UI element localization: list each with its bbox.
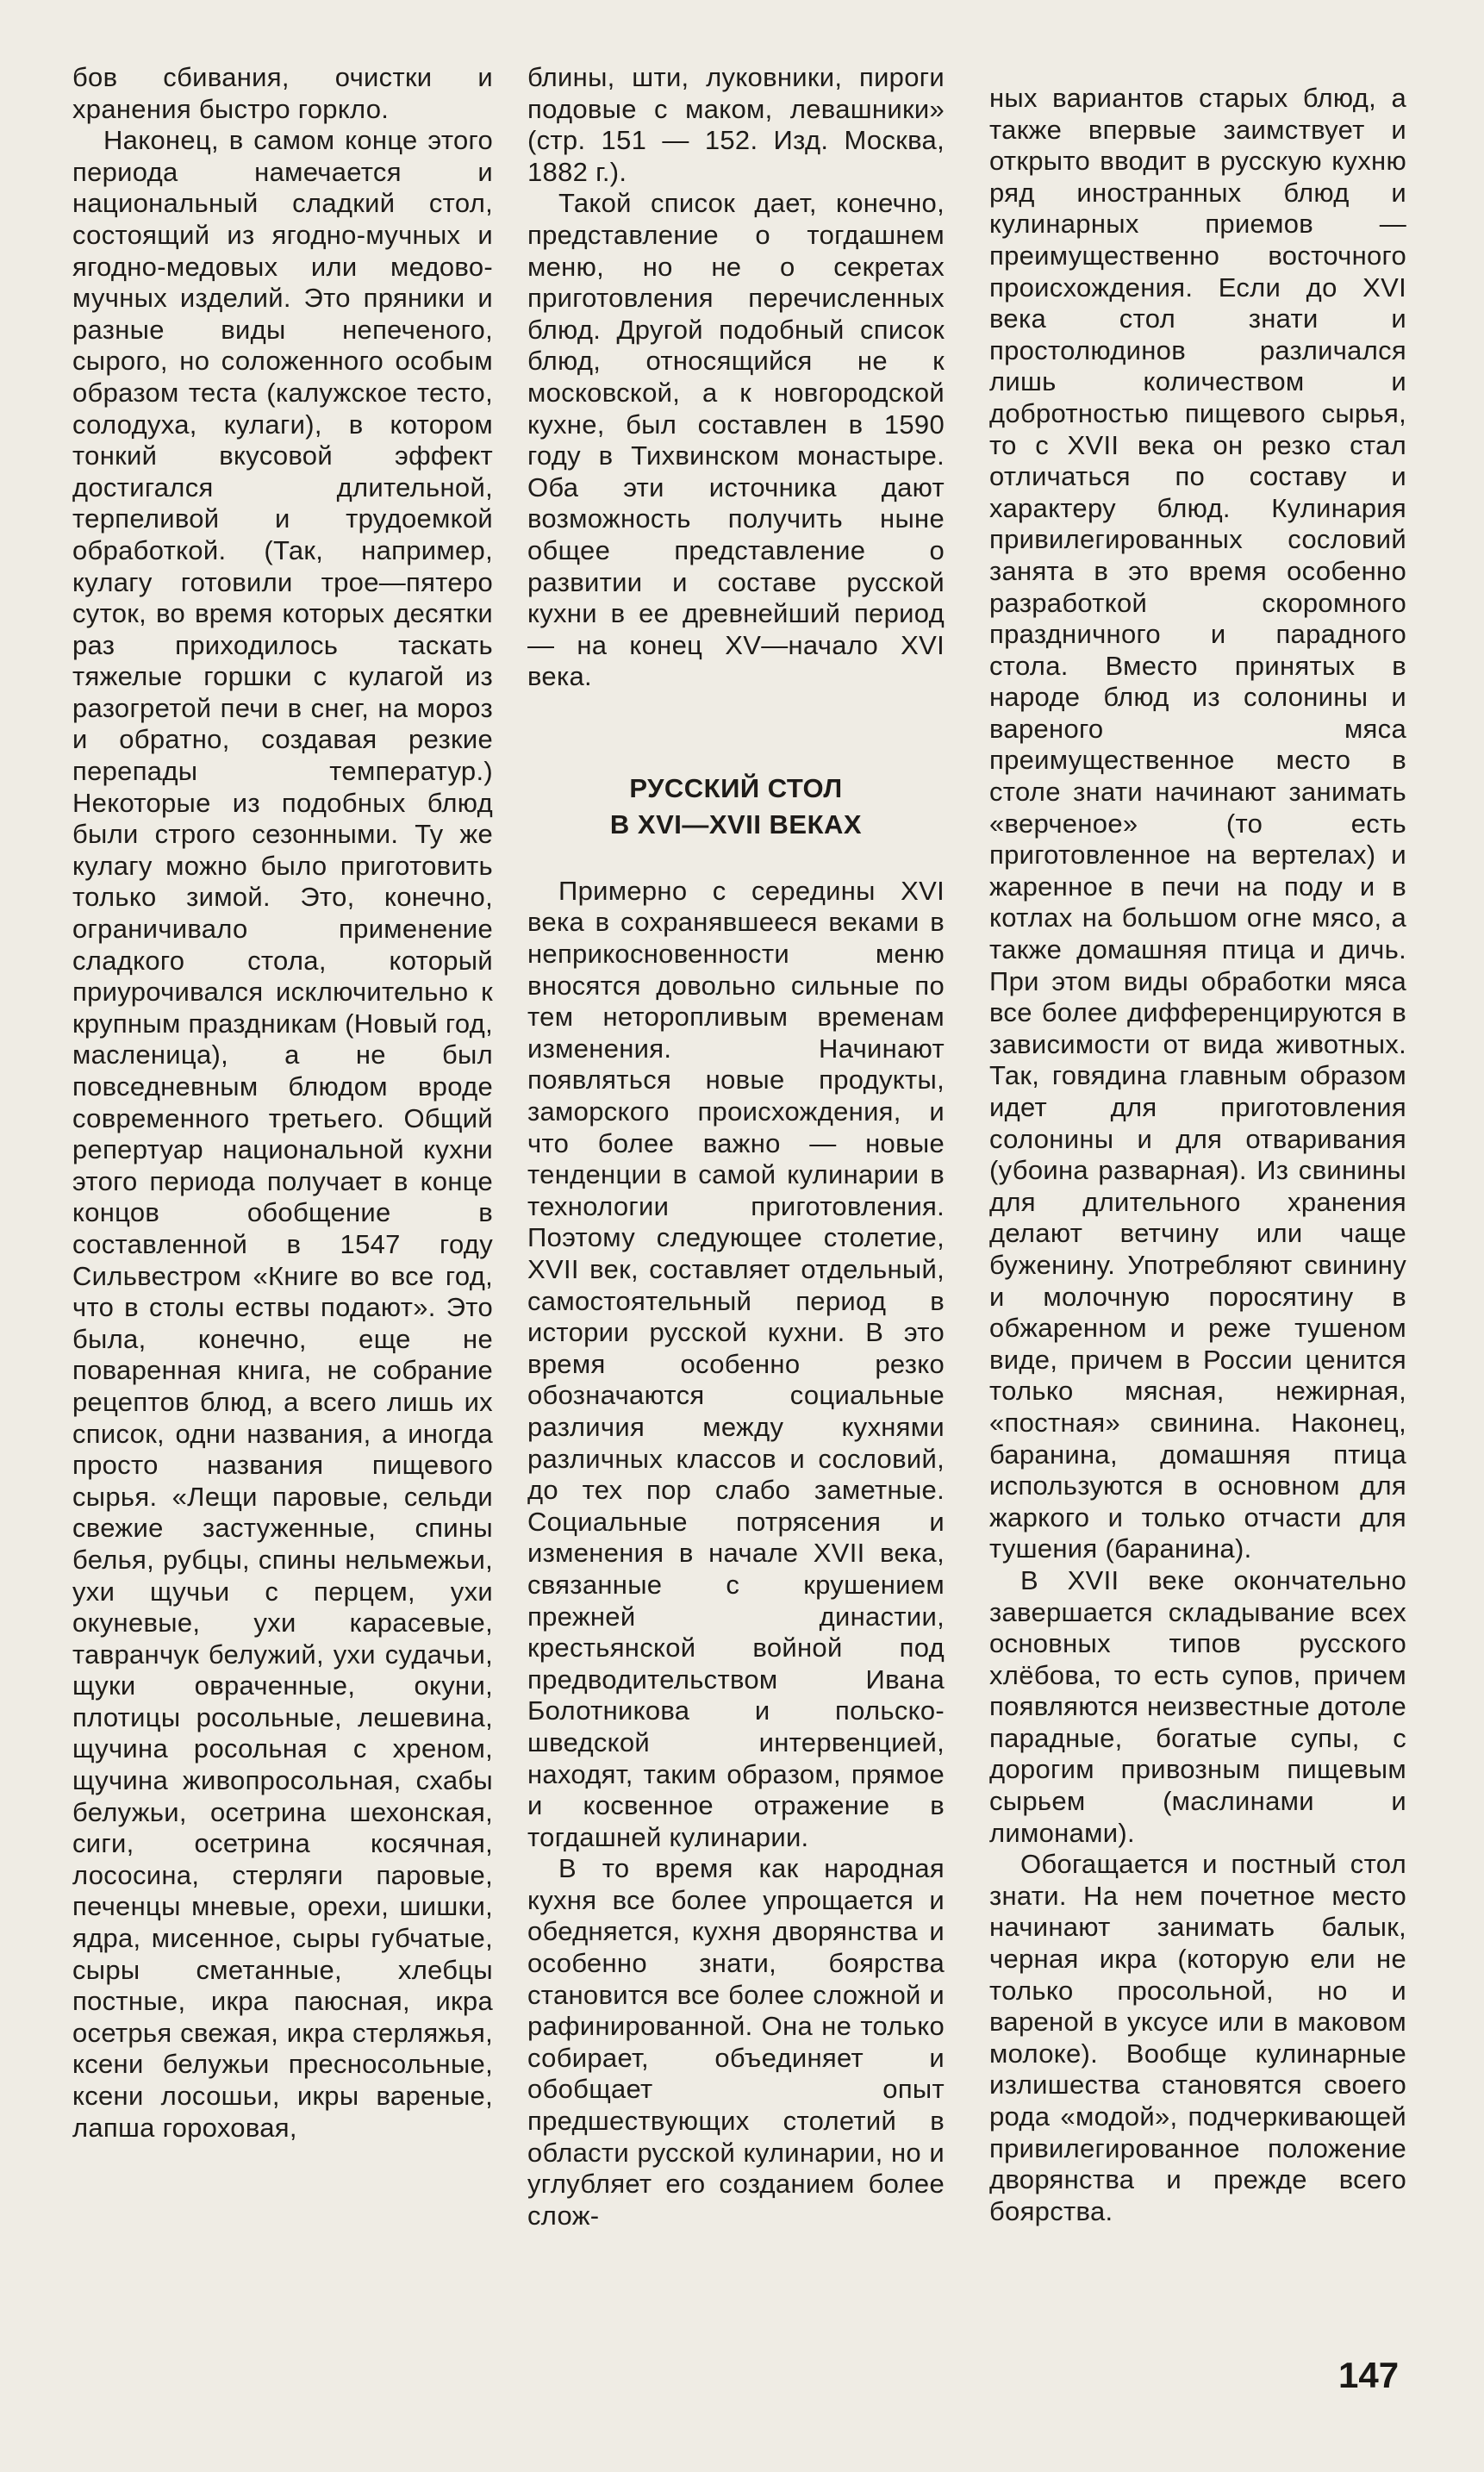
section-heading-line-2: В XVI—XVII ВЕКАХ xyxy=(609,808,863,840)
text-column-3 xyxy=(989,83,1406,2227)
text-column-2 xyxy=(527,62,945,2232)
paragraph: Наконец, в самом конце этого периода намечается и национальный сладкий стол, состоящий из ягодно-мучных и ягодно-медовых или медово-мучных изделий. Это пряники и разные виды непеченого, сырого, но соложенного особым образом теста (калужское тесто, солодуха, кулаги), в котором тонкий вкусовой эффект достигался длительной, терпеливой и трудоемкой обработкой. (Так, например, кулагу готовили трое—пятеро суток, во время которых десятки раз приходилось таскать тяжелые горшки с кулагой из разогретой печи в снег, на мороз и обратно, создавая резкие перепады температур.) Некоторые из подобных блюд были строго сезонными. Ту же кулагу можно было приготовить только зимой. Это, конечно, ограничивало применение сладкого стола, который приурочивался исключительно к крупным праздникам (Новый год, масленица), а не был повседневным блюдом вроде современного третьего. Общий репертуар национальной кухни этого периода получает в конце концов обобщение в составленной в 1547 году Сильвестром «Книге во все год, что в столы ествы подают». Это была, конечно, еще не поваренная книга, не собрание рецептов блюд, а всего лишь их список, одни названия, а иногда просто названия пищевого сырья. «Лещи паровые, сельди свежие застуженные, спины белья, рубцы, спины нельмежьи, ухи щучьи с перцем, ухи окуневые, ухи карасевые, тавранчук белужий, ухи судачьи, щуки овраченные, окуни, плотицы росольные, лешевина, щучина росольная с хреном, щучина живопросольная, схабы белужьи, осетрина шехонская, сиги, осетрина косячная, лососина, стерляги паровые, печенцы мневые, орехи, шишки, ядра, мисенное, сыры губчатые, сыры сметанные, хлебцы постные, икра паюсная, икра осетрья свежая, икра стерляжья, ксени белужьи пресносольные, ксени лосошьи, икры вареные, лапша гороховая, xyxy=(72,125,493,2143)
section-heading-line-1: РУССКИЙ СТОЛ xyxy=(629,772,843,803)
text-column-1 xyxy=(72,62,493,2144)
paragraph: ных вариантов старых блюд, а также впервые заимствует и открыто вводит в русскую кухню ряд иностранных блюд и кулинарных приемов — преимущественно восточного происхождения. Если до XVI века стол знати и простолюдинов различался лишь количеством и добротностью пищевого сырья, то с XVII века он резко стал отличаться по составу и характеру блюд. Кулинария привилегированных сословий занята в это время особенно разработкой скоромного праздничного и парадного стола. Вместо принятых в народе блюд из солонины и вареного мяса преимущественное место в столе знати начинают занимать «верченое» (то есть приготовленное на вертелах) и жаренное в печи на поду и в котлах на большом огне мясо, а также домашняя птица и дичь. При этом виды обработки мяса все более дифференцируются в зависимости от вида животных. Так, говядина главным образом идет для приготовления солонины и для отваривания (убоина разварная). Из свинины для длительного хранения делают ветчину или чаще буженину. Употребляют свинину и молочную поросятину в обжаренном и реже тушеном виде, причем в России ценится только мясная, нежирная, «постная» свинина. Наконец, баранина, домашняя птица используются в основном для жаркого и только отчасти для тушения (баранина). xyxy=(989,83,1406,1564)
paragraph: бов сбивания, очистки и хранения быстро горкло. xyxy=(72,62,493,124)
paragraph: В то время как народная кухня все более упрощается и обедняется, кухня дворянства и особенно знати, боярства становится все более сложной и рафинированной. Она не только собирает, объединяет и обобщает опыт предшествующих столетий в области русской кулинарии, но и углубляет его созданием более слож- xyxy=(527,1853,945,2231)
section-heading xyxy=(527,771,945,843)
paragraph: Примерно с середины XVI века в сохранявшееся веками в неприкосновенности меню вносятся довольно сильные по тем неторопливым временам изменения. Начинают появляться новые продукты, заморского происхождения, и что более важно — новые тенденции в самой кулинарии в технологии приготовления. Поэтому следующее столетие, XVII век, составляет отдельный, самостоятельный период в истории русской кухни. В это время особенно резко обозначаются социальные различия между кухнями различных классов и сословий, до тех пор слабо заметные. Социальные потрясения и изменения в начале XVII века, связанные с крушением прежней династии, крестьянской войной под предводительством Ивана Болотникова и польско-шведской интервенцией, находят, таким образом, прямое и косвенное отражение в тогдашней кулинарии. xyxy=(527,875,945,1852)
paragraph: блины, шти, луковники, пироги подовые с маком, левашники» (стр. 151 — 152. Изд. Москва, 1882 г.). xyxy=(527,62,945,187)
paragraph: Такой список дает, конечно, представление о тогдашнем меню, но не о секретах приготовления перечисленных блюд. Другой подобный список блюд, относящийся не к московской, а к новгородской кухне, был составлен в 1590 году в Тихвинском монастыре. Оба эти источника дают возможность получить ныне общее представление о развитии и составе русской кухни в ее древнейший период — на конец XV—начало XVI века. xyxy=(527,188,945,692)
paragraph: В XVII веке окончательно завершается складывание всех основных типов русского хлёбова, то есть супов, причем появляются неизвестные дотоле парадные, богатые супы, с дорогим привозным пищевым сырьем (маслинами и лимонами). xyxy=(989,1564,1406,1848)
page-number: 147 xyxy=(1338,2355,1400,2395)
paragraph: Обогащается и постный стол знати. На нем почетное место начинают занимать балык, черная икра (которую ели не только просольной, но и вареной в уксусе или в маковом молоке). Вообще кулинарные излишества становятся своего рода «модой», подчеркивающей привилегированное положение дворянства и прежде всего боярства. xyxy=(989,1849,1406,2226)
